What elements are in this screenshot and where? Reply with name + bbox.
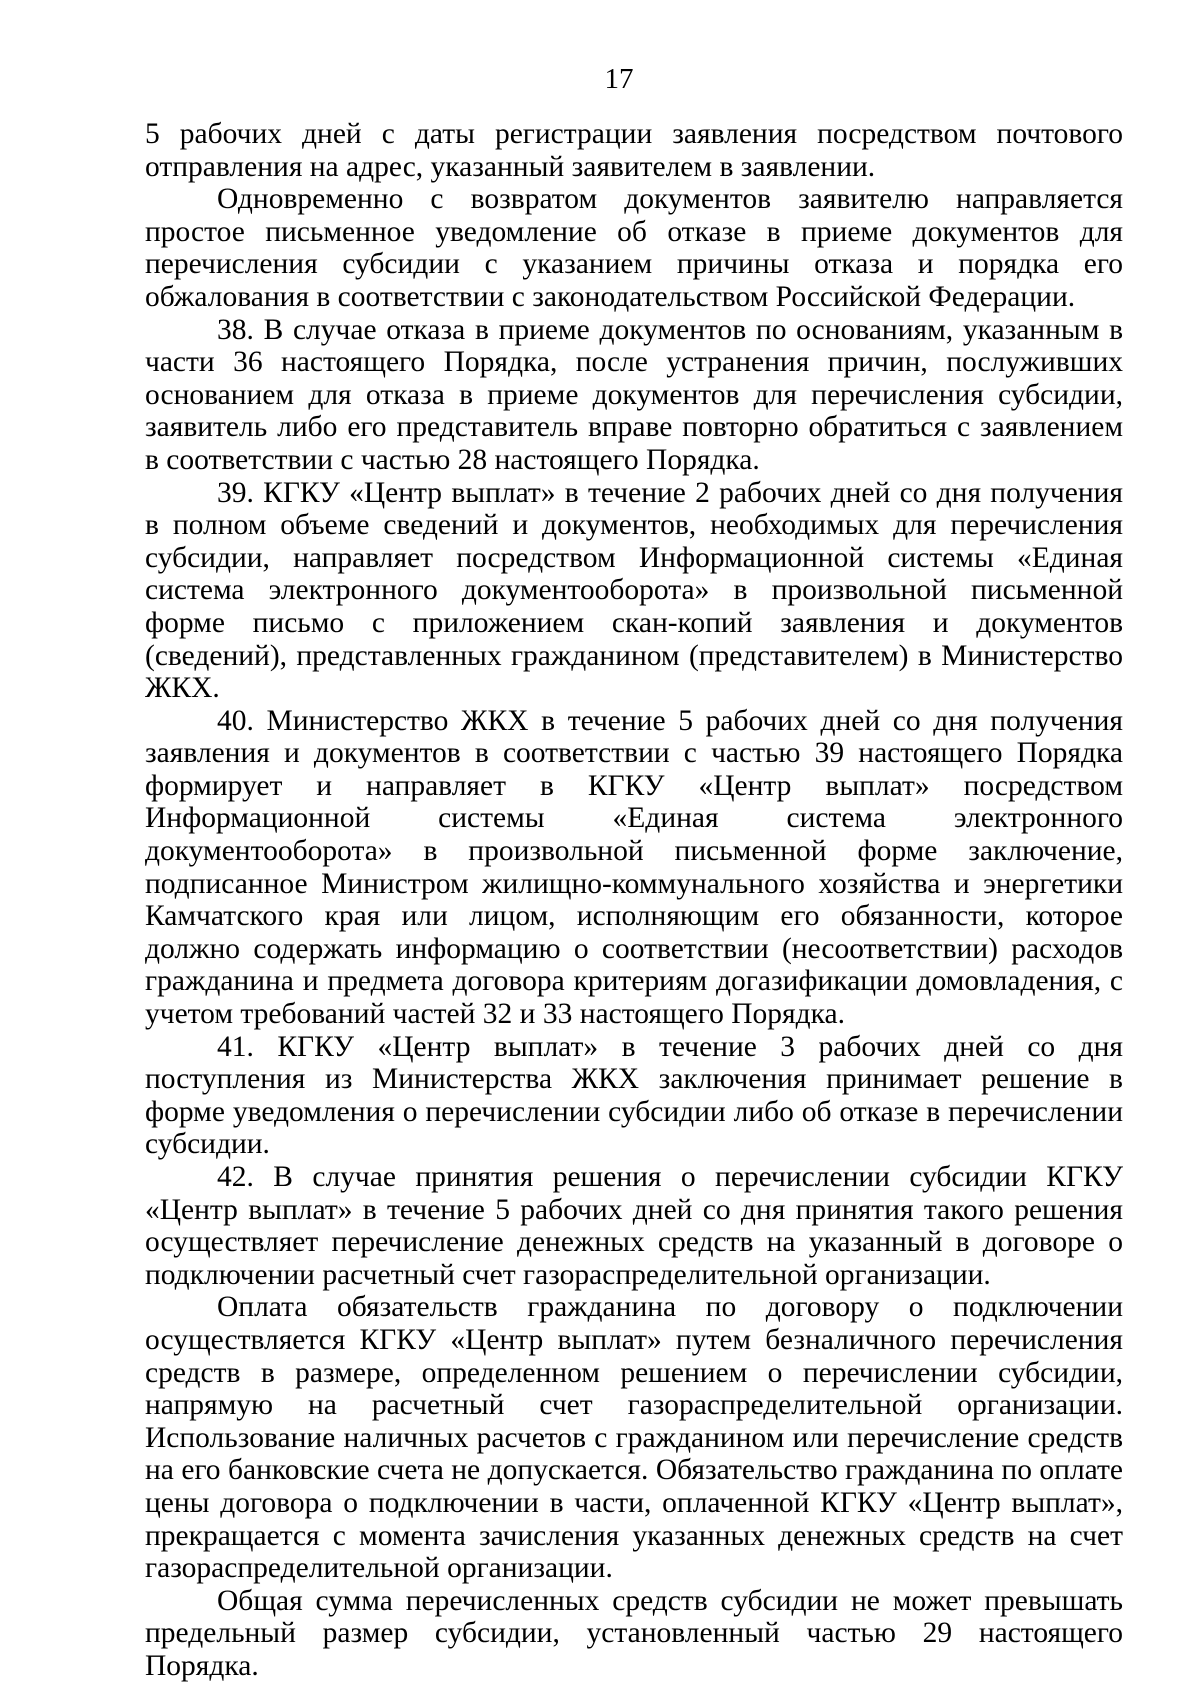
document-body xyxy=(145,118,1123,1683)
page-number: 17 xyxy=(604,63,634,95)
paragraph-41: 41. КГКУ «Центр выплат» в течение 3 рабочих дней со дня поступления из Министерства ЖКХ заключения принимает решение в форме уведомления о перечислении субсидии либо об отказе в перечислении субсидии. xyxy=(145,1030,1123,1161)
paragraph-notification: Одновременно с возвратом документов заявителю направляется простое письменное уведомление об отказе в приеме документов для перечисления субсидии с указанием причины отказа и порядка его обжалования в соответствии с законодательством Российской Федерации. xyxy=(145,183,1123,313)
paragraph-payment: Оплата обязательств гражданина по договору о подключении осуществляется КГКУ «Центр выплат» путем безналичного перечисления средств в размере, определенном решением о перечислении субсидии, напрямую на расчетный счет газораспределительной организации. Использование наличных расчетов с гражданином или перечисление средств на его банковские счета не допускается. Обязательство гражданина по оплате цены договора о подключении в части, оплаченной КГКУ «Центр выплат», прекращается с момента зачисления указанных денежных средств на счет газораспределительной организации. xyxy=(145,1291,1123,1585)
paragraph-total-sum: Общая сумма перечисленных средств субсидии не может превышать предельный размер субсидии, установленный частью 29 настоящего Порядка. xyxy=(145,1584,1123,1682)
paragraph-39: 39. КГКУ «Центр выплат» в течение 2 рабочих дней со дня получения в полном объеме сведений и документов, необходимых для перечисления субсидии, направляет посредством Информационной системы «Единая система электронного документооборота» в произвольной письменной форме письмо с приложением скан-копий заявления и документов (сведений), представленных гражданином (представителем) в Министерство ЖКХ. xyxy=(145,476,1123,705)
paragraph-continuation: 5 рабочих дней с даты регистрации заявления посредством почтового отправления на адрес, указанный заявителем в заявлении. xyxy=(145,118,1123,183)
paragraph-40: 40. Министерство ЖКХ в течение 5 рабочих дней со дня получения заявления и документов в соответствии с частью 39 настоящего Порядка формирует и направляет в КГКУ «Центр выплат» посредством Информационной системы «Единая система электронного документооборота» в произвольной письменной форме заключение, подписанное Министром жилищно-коммунального хозяйства и энергетики Камчатского края или лицом, исполняющим его обязанности, которое должно содержать информацию о соответствии (несоответствии) расходов гражданина и предмета договора критериям догазификации домовладения, с учетом требований частей 32 и 33 настоящего Порядка. xyxy=(145,704,1123,1031)
paragraph-38: 38. В случае отказа в приеме документов по основаниям, указанным в части 36 настоящего Порядка, после устранения причин, послуживших основанием для отказа в приеме документов для перечисления субсидии, заявитель либо его представитель вправе повторно обратиться с заявлением в соответствии с частью 28 настоящего Порядка. xyxy=(145,313,1123,476)
paragraph-42: 42. В случае принятия решения о перечислении субсидии КГКУ «Центр выплат» в течение 5 рабочих дней со дня принятия такого решения осуществляет перечисление денежных средств на указанный в договоре о подключении расчетный счет газораспределительной организации. xyxy=(145,1161,1123,1291)
